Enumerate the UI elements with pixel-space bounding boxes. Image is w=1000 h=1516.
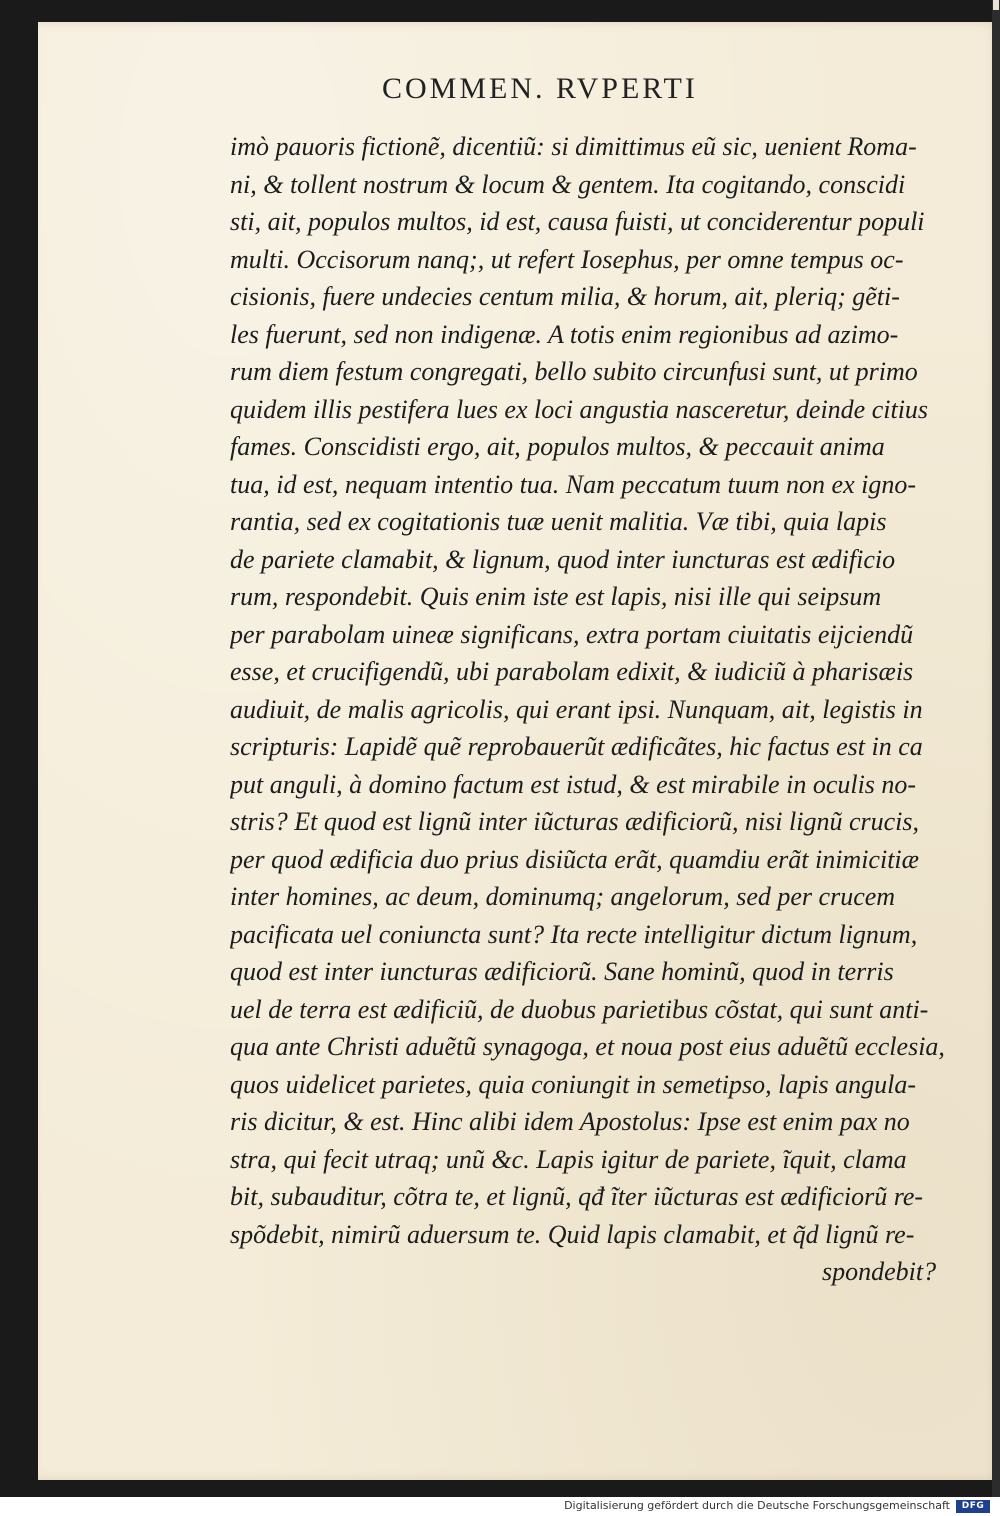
- text-line: rum diem festum congregati, bello subito circunfusi sunt, ut primo: [230, 357, 918, 386]
- text-line: stris? Et quod est lignũ inter iũcturas ædificiorũ, nisi lignũ crucis,: [230, 807, 920, 836]
- text-line: imò pauoris fictionẽ, dicentiũ: si dimittimus eũ sic, uenient Roma-: [230, 132, 917, 161]
- text-line: ris dicitur, & est. Hinc alibi idem Apostolus: Ipse est enim pax no: [230, 1107, 910, 1136]
- text-line: per quod ædificia duo prius disiũcta erãt, quamdiu erãt inimicitiæ: [230, 844, 919, 874]
- running-head: COMMEN. RVPERTI: [382, 72, 698, 105]
- text-line: rum, respondebit. Quis enim iste est lapis, nisi ille qui seipsum: [230, 582, 882, 611]
- text-line: pacificata uel coniuncta sunt? Ita recte intelligitur dictum lignum,: [230, 919, 918, 949]
- text-line: uel de terra est ædificiũ, de duobus parietibus cõstat, qui sunt anti-: [230, 994, 929, 1024]
- text-line: les fuerunt, sed non indigenæ. A totis enim regionibus ad azimo-: [230, 319, 899, 349]
- text-line: ni, & tollent nostrum & locum & gentem. Ita cogitando, conscidi: [230, 169, 906, 199]
- text-line: multi. Occisorum nanq;, ut refert Iosephus, per omne tempus oc-: [230, 244, 904, 274]
- dfg-logo: DFG: [956, 1500, 990, 1513]
- text-line: stra, qui fecit utraq; unũ &c. Lapis igitur de pariete, ĩquit, clama: [230, 1144, 907, 1174]
- footer-bar: [0, 1497, 1000, 1516]
- text-line: bit, subauditur, cõtra te, et lignũ, qđ ĩter iũcturas est ædificiorũ re-: [230, 1182, 924, 1211]
- text-line: esse, et crucifigendũ, ubi parabolam edixit, & iudiciũ à pharisæis: [230, 657, 914, 686]
- text-line: audiuit, de malis agricolis, qui erant ipsi. Nunquam, ait, legistis in: [230, 694, 923, 724]
- text-line: fames. Conscidisti ergo, ait, populos multos, & peccauit anima: [230, 432, 885, 461]
- text-line: cisionis, fuere undecies centum milia, & horum, ait, pleriq; gẽti-: [230, 282, 900, 311]
- text-line: quidem illis pestifera lues ex loci angustia nasceretur, deinde citius: [230, 394, 929, 424]
- text-line: spõdebit, nimirũ aduersum te. Quid lapis clamabit, et q̃d lignũ re-: [230, 1219, 915, 1249]
- text-line: inter homines, ac deum, dominumq; angelorum, sed per crucem: [230, 882, 896, 911]
- scan-edge-strip: [992, 0, 1000, 1497]
- funding-credit: Digitalisierung gefördert durch die Deutsche Forschungsgemeinschaft: [564, 1499, 950, 1512]
- text-block: [230, 128, 955, 1291]
- text-line: de pariete clamabit, & lignum, quod inter iuncturas est ædificio: [230, 544, 896, 574]
- text-line: tua, id est, nequam intentio tua. Nam peccatum tuum non ex igno-: [230, 469, 917, 499]
- text-line: qua ante Christi aduẽtũ synagoga, et noua post eius aduẽtũ ecclesia,: [230, 1032, 945, 1061]
- text-line: scripturis: Lapidẽ quẽ reprobauerũt ædificãtes, hic factus est in ca: [230, 732, 923, 761]
- text-line: sti, ait, populos multos, id est, causa fuisti, ut conciderentur populi: [230, 207, 925, 236]
- text-line: put anguli, à domino factum est istud, & est mirabile in oculis no-: [230, 769, 917, 799]
- text-line: quod est inter iuncturas ædificiorũ. Sane hominũ, quod in terris: [230, 957, 894, 986]
- catchword-line: spondebit?: [822, 1257, 937, 1286]
- text-line: rantia, sed ex cogitationis tuæ uenit malitia. Væ tibi, quia lapis: [230, 507, 887, 536]
- text-line: per parabolam uineæ significans, extra portam ciuitatis eijciendũ: [230, 619, 914, 649]
- text-line: quos uidelicet parietes, quia coniungit in semetipso, lapis angula-: [230, 1069, 917, 1099]
